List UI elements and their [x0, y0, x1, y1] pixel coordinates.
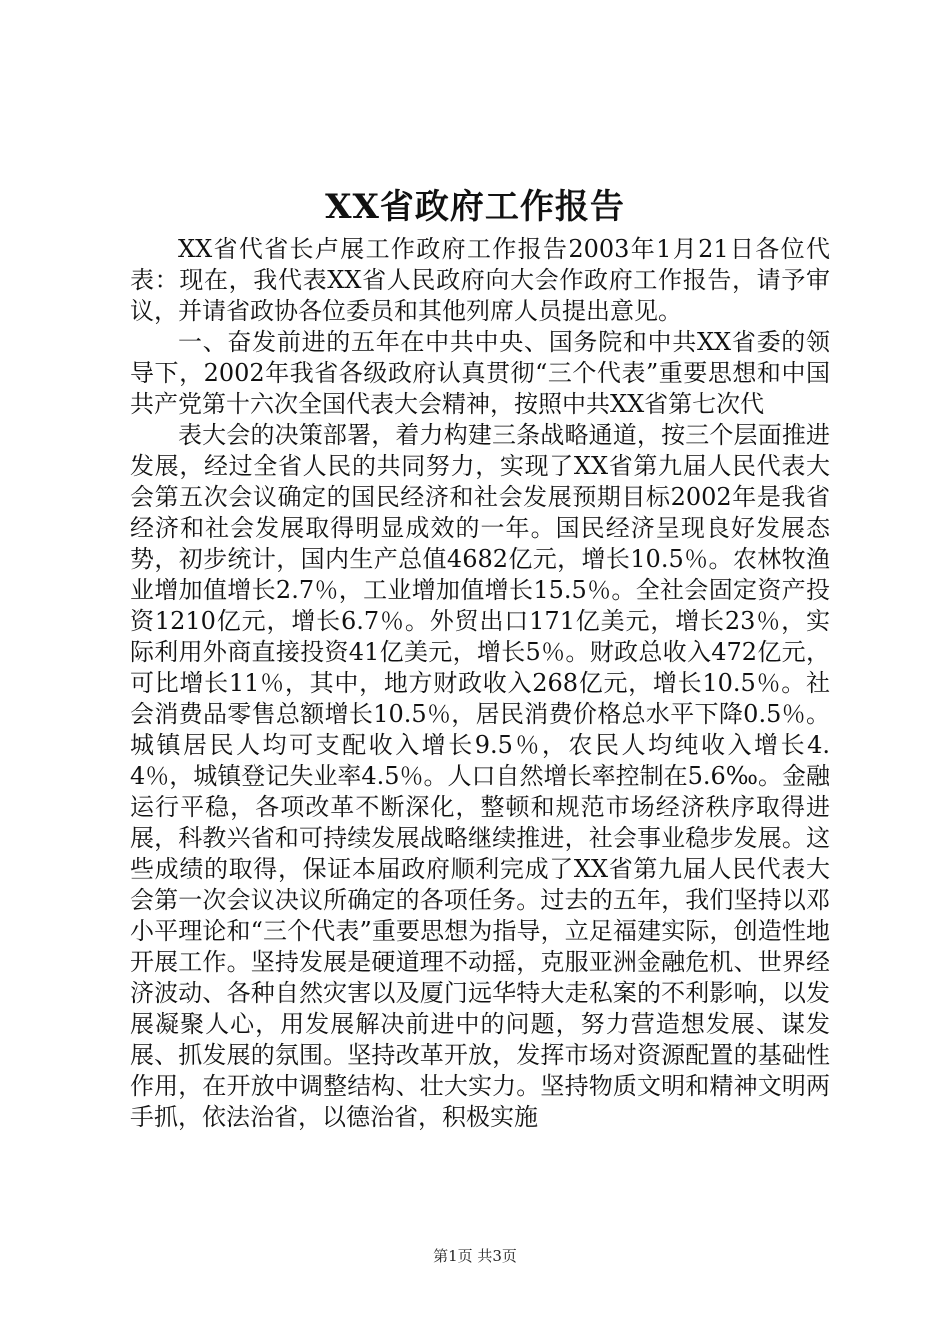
paragraph-3: 表大会的决策部署，着力构建三条战略通道，按三个层面推进发展，经过全省人民的共同努力，实现了XX省第九届人民代表大会第五次会议确定的国民经济和社会发展预期目标2002年是我省经济和社会发展取得明显成效的一年。国民经济呈现良好发展态势，初步统计，国内生产总值4682亿元，增长10.5％。农林牧渔业增加值增长2.7％，工业增加值增长15.5％。全社会固定资产投资1210亿元，增长6.7％。外贸出口171亿美元，增长23％，实际利用外商直接投资41亿美元，增长5％。财政总收入472亿元，可比增长11％，其中，地方财政收入268亿元，增长10.5％。社会消费品零售总额增长10.5％，居民消费价格总水平下降0.5％。城镇居民人均可支配收入增长9.5％，农民人均纯收入增长4.4％，城镇登记失业率4.5％。人口自然增长率控制在5.6‰。金融运行平稳，各项改革不断深化，整顿和规范市场经济秩序取得进展，科教兴省和可持续发展战略继续推进，社会事业稳步发展。这些成绩的取得，保证本届政府顺利完成了XX省第九届人民代表大会第一次会议决议所确定的各项任务。过去的五年，我们坚持以邓小平理论和“三个代表”重要思想为指导，立足福建实际，创造性地开展工作。坚持发展是硬道理不动摇，克服亚洲金融危机、世界经济波动、各种自然灾害以及厦门远华特大走私案的不利影响，以发展凝聚人心，用发展解决前进中的问题，努力营造想发展、谋发展、抓发展的氛围。坚持改革开放，发挥市场对资源配置的基础性作用，在开放中调整结构、壮大实力。坚持物质文明和精神文明两手抓，依法治省，以德治省，积极实施 [130, 421, 830, 1131]
paragraph-2: 一、奋发前进的五年在中共中央、国务院和中共XX省委的领导下，2002年我省各级政府认真贯彻“三个代表”重要思想和中国共产党第十六次全国代表大会精神，按照中共XX省第七次代 [130, 328, 830, 418]
paragraph-1: XX省代省长卢展工作政府工作报告2003年1月21日各位代表：现在，我代表XX省人民政府向大会作政府工作报告，请予审议，并请省政协各位委员和其他列席人员提出意见。 [130, 235, 830, 325]
page-number-footer: 第1页 共3页 [433, 1247, 517, 1265]
document-title: XX省政府工作报告 [325, 187, 625, 227]
document-body [130, 234, 830, 1133]
